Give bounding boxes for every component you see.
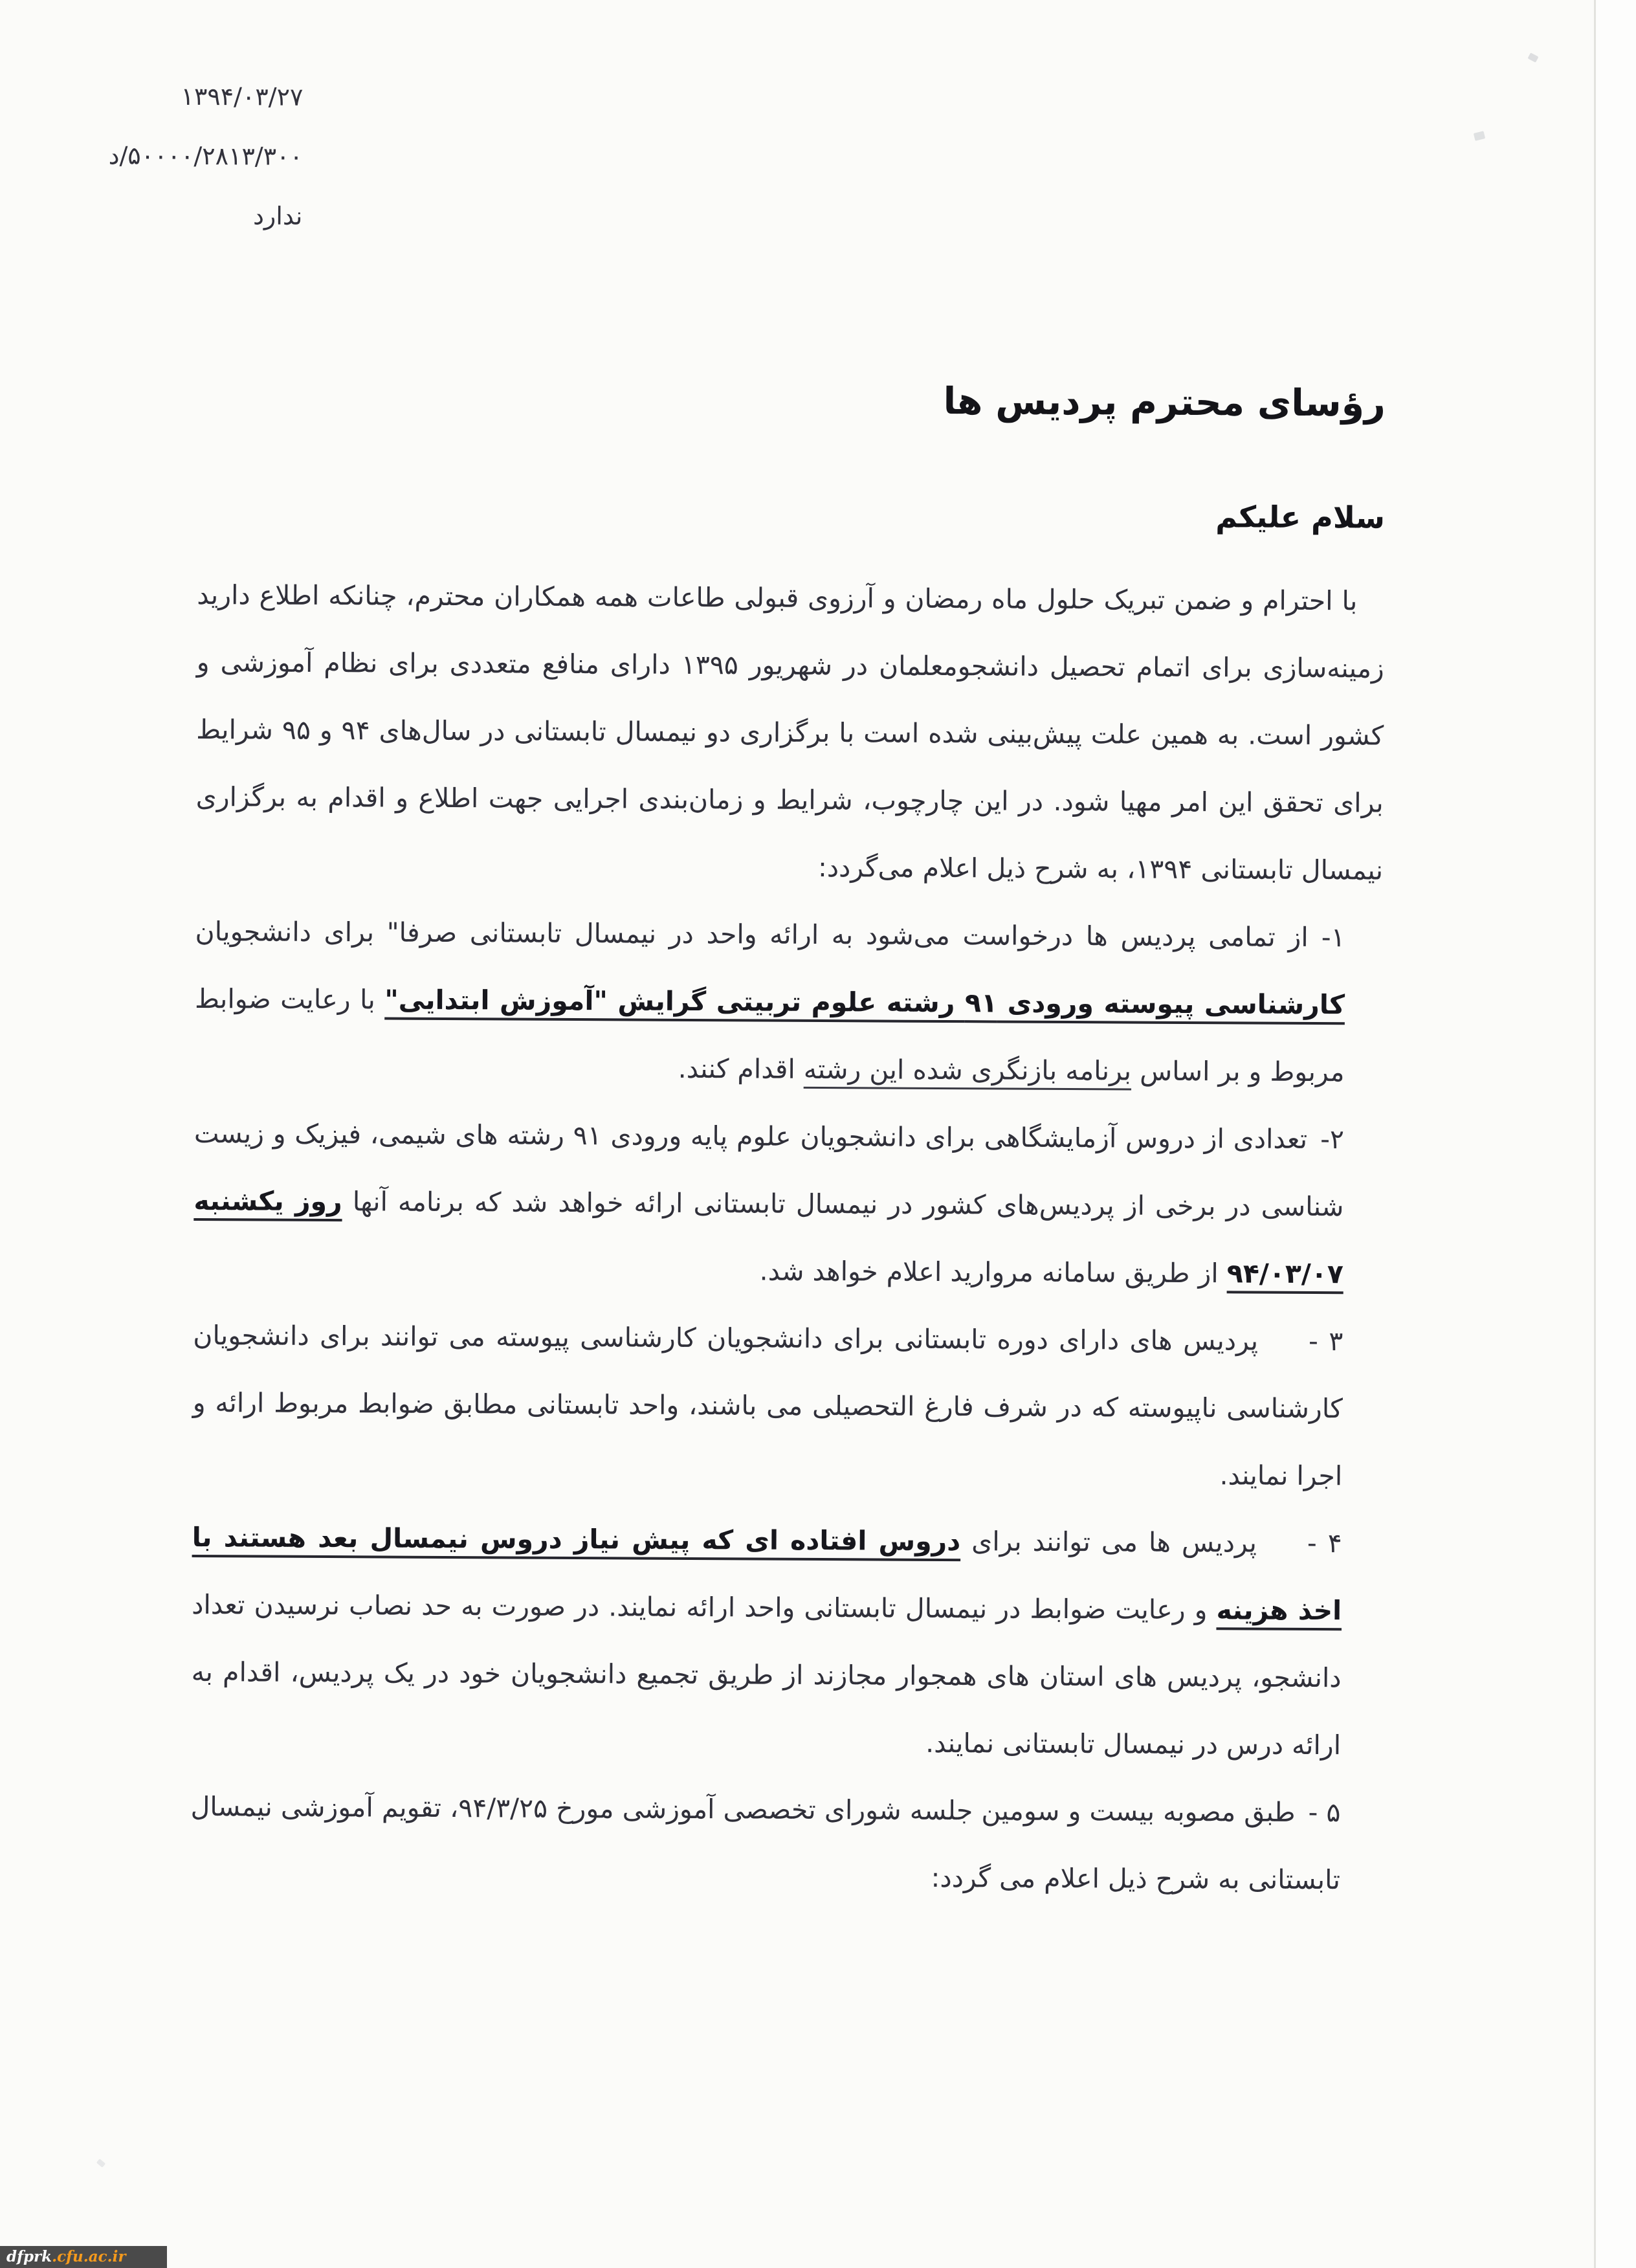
letter-title: رؤسای محترم پردیس ها [943, 379, 1386, 425]
item-1-text: با رعایت ضوابط مربوط و بر اساس [194, 983, 1345, 1088]
item-1-text: از تمامی پردیس ها درخواست می‌شود به ارائه واحد در نیمسال تابستانی صرفا" برای دانشجویان [195, 915, 1309, 953]
letter-body [190, 561, 1385, 1914]
item-1-underlined: برنامه بازنگری شده این رشته [803, 1053, 1132, 1087]
intro-paragraph: با احترام و ضمن تبریک حلول ماه رمضان و آرزوی قبولی طاعات همه همکاران محترم، چنانکه اطلاع دارید زمینه‌سازی برای اتمام تحصیل دانشجومعلمان در شهریور ۱۳۹۵ دارای منافع متعددی برای نظام آموزشی و کشور است. به همین علت پیش‌بینی شده است با برگزاری دو نیمسال تابستانی در سال‌های ۹۴ و ۹۵ شرایط برای تحقق این امر مهیا شود. در این چارچوب، شرایط و زمان‌بندی اجرایی جهت اطلاع و اقدام به برگزاری نیمسال تابستانی ۱۳۹۴، به شرح ذیل اعلام می‌گردد: [195, 579, 1384, 886]
list-item-3 [192, 1302, 1343, 1509]
item-1-text: اقدام کنند. [678, 1052, 804, 1085]
item-2-bold-underlined: روز یکشنبه ۹۴/۰۳/۰۷ [193, 1184, 1344, 1290]
letter-greeting: سلام علیکم [1215, 499, 1386, 535]
numbered-list [190, 898, 1345, 1913]
item-2-text: از طریق سامانه مروارید اعلام خواهد شد. [759, 1255, 1227, 1289]
list-item-2 [193, 1100, 1345, 1307]
item-5-number: ۵ - [1308, 1796, 1341, 1829]
item-4-text: و رعایت ضوابط در نیمسال تابستانی واحد ارائه نمایند. در صورت به حد نصاب نرسیدن تعداد دانشجو، پردیس های استان های همجوار مجازند از طریق تجمیع دانشجویان خود در یک پردیس، اقدام به ارائه درس در نیمسال تابستانی نمایند. [191, 1588, 1342, 1761]
letter-attachment: ندارد [252, 201, 303, 230]
item-5-text: طبق مصوبه بیست و سومین جلسه شورای تخصصی آموزشی مورخ ۹۴/۳/۲۵، تقویم آموزشی نیمسال تابستانی به شرح ذیل اعلام می گردد: [190, 1790, 1341, 1896]
item-1-bold-underlined: کارشناسی پیوسته ورودی ۹۱ رشته علوم تربیتی گرایش "آموزش ابتدایی" [384, 984, 1345, 1021]
list-item-1 [194, 898, 1345, 1106]
watermark-site-domain: .cfu.ac.ir [52, 2248, 126, 2265]
letter-date: ۱۳۹۴/۰۳/۲۷ [181, 82, 304, 111]
list-item-4 [191, 1504, 1342, 1779]
item-4-text: پردیس ها می توانند برای [960, 1526, 1257, 1559]
item-3-number: ۳ - [1308, 1325, 1343, 1357]
item-4-number: ۴ - [1307, 1527, 1342, 1559]
item-1-number: ۱- [1321, 922, 1345, 953]
item-3-text: پردیس های دارای دوره تابستانی برای دانشجویان کارشناسی پیوسته می توانند برای دانشجویان کارشناسی ناپیوسته که در شرف فارغ التحصیلی می باشند، واحد تابستانی مطابق ضوابط مربوط ارائه و اجرا نمایند. [192, 1319, 1343, 1492]
item-4-bold-underlined: دروس افتاده ای که پیش نیاز دروس نیمسال بعد هستند با اخذ هزینه [192, 1521, 1342, 1627]
watermark-site-name: dfprk [6, 2248, 52, 2265]
item-2-number: ۲- [1320, 1124, 1345, 1155]
letter-number: ۵۰۰۰۰/۲۸۱۳/۳۰۰/د [108, 141, 304, 171]
letterhead-meta [102, 66, 303, 246]
list-item-5 [190, 1773, 1341, 1913]
item-2-text: تعدادی از دروس آزمایشگاهی برای دانشجویان علوم پایه ورودی ۹۱ رشته های شیمی، فیزیک و زیست شناسی در برخی از پردیس‌های کشور در نیمسال تابستانی ارائه خواهد شد که برنامه آنها [193, 1117, 1344, 1223]
watermark-url [0, 2246, 167, 2268]
